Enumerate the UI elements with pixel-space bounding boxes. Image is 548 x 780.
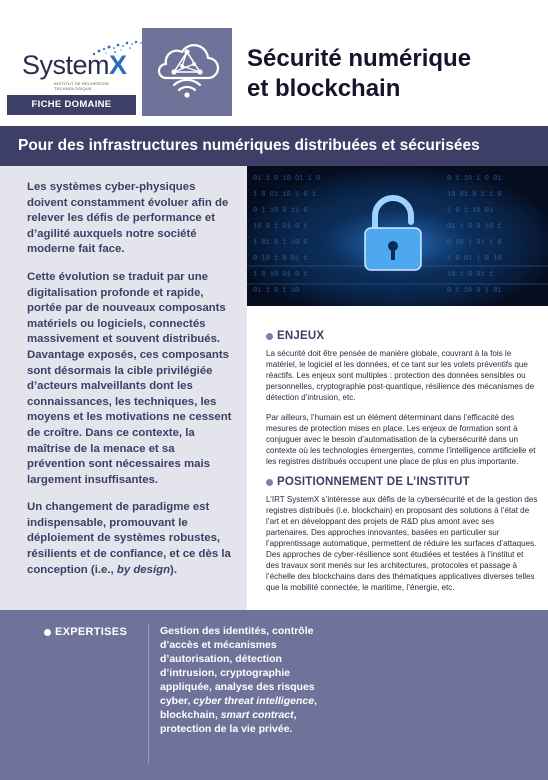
enjeux-heading: ENJEUX <box>266 330 538 342</box>
intro-paragraph-1: Les systèmes cyber-physiques doivent constamment évoluer afin de relever les défis de performance et d’agilité auxquels notre société moderne fait face. <box>27 181 229 256</box>
svg-text:0 1 10 1 0 01: 0 1 10 1 0 01 <box>447 175 502 183</box>
positionnement-heading: POSITIONNEMENT DE L’INSTITUT <box>266 476 538 488</box>
content-column <box>266 330 538 602</box>
expertises-divider <box>148 624 149 764</box>
intro-paragraph-3: Un changement de paradigme est indispensable, promouvant le déploiement de systèmes robustes, résilients et de confiance, et ce dès la conception (i.e., by design). <box>27 501 231 576</box>
intro-column <box>0 166 247 610</box>
page-title <box>247 44 471 104</box>
svg-text:0 10 1 01 1 0: 0 10 1 01 1 0 <box>447 239 502 247</box>
bullet-icon <box>44 629 51 636</box>
svg-text:1 01 0 1 10 0: 1 01 0 1 10 0 <box>253 239 308 247</box>
svg-text:1 0 10 01 0 1: 1 0 10 01 0 1 <box>253 271 308 279</box>
svg-text:01 1 0 10 01 1 0: 01 1 0 10 01 1 0 <box>253 175 321 183</box>
fiche-domaine-label: FICHE DOMAINE <box>7 95 136 115</box>
expertises-heading: EXPERTISES <box>44 626 127 638</box>
svg-text:0 1 10 0 1 01: 0 1 10 0 1 01 <box>447 287 502 295</box>
title-line-1: Sécurité numérique <box>247 45 472 72</box>
svg-text:0 1 10 0 11 0: 0 1 10 0 11 0 <box>253 207 308 215</box>
svg-text:10 01 0 1 1 0: 10 01 0 1 1 0 <box>447 191 502 199</box>
svg-text:1 0 1 10 01: 1 0 1 10 01 <box>447 207 494 215</box>
enjeux-paragraph-2: Par ailleurs, l’humain est un élément déterminant dans l’efficacité des mesures de protection mises en place. Les enjeux de formation sont à conjuguer avec le besoin d’automatisation de la cybersécurité dans un contexte où les technologies émergentes, comme l’intelligence artificielle et les registres distribués occupent une place de plus en plus importante. <box>266 413 536 466</box>
expertises-text: Gestion des identités, contrôle d’accès et mécanismes d’autorisation, détection d’intrusion, cryptographie appliquée, analyse des risques cyber, cyber threat intelligence, blockchain, smart contract, protection de la vie privée. <box>160 625 317 735</box>
subtitle-banner: Pour des infrastructures numériques distribuées et sécurisées <box>0 126 548 166</box>
positionnement-paragraph: L’IRT SystemX s’intéresse aux défis de la cybersécurité et de la gestion des registres distribués (i.e. blockchain) en proposant des solutions à l’état de l’art et en développant des projets de R&D plus amont avec ses partenaires. Des approches innovantes, basées en particulier sur l’apprentissage automatique, permettent de réduire les surfaces d’attaques. Des approches de cyber-résilience sont étudiées et testées à l’institut et des travaux sont menés sur les architectures, protocoles et passage à l’échelle des blockchains dans des thématiques applicatives diverses telles que la mobilité connectée, le maritime, l’énergie, etc. <box>266 495 538 592</box>
svg-text:10 0 1 01 0 1: 10 0 1 01 0 1 <box>253 223 308 231</box>
cloud-network-wifi-icon <box>142 28 232 116</box>
padlock-digital-image <box>247 166 548 306</box>
systemx-logo <box>22 38 132 91</box>
intro-paragraph-2: Cette évolution se traduit par une digitalisation profonde et rapide, portée par de nouveaux composants matériels ou logiciels, connectés massivement et souvent distribués. Davantage exposés, ces composants sont désormais la cible privilégiée d’acteurs malveillants dont les connaissances, les techniques, les moyens et les motivations ne cessent de croître. Dans ce contexte, la maîtrise de la menace et sa prévention sont nécessaires mais largement insuffisantes. <box>27 270 232 486</box>
bullet-icon <box>266 333 273 340</box>
svg-text:01 1 0 0 10 1: 01 1 0 0 10 1 <box>447 223 502 231</box>
logo-subtitle: INSTITUT DE RECHERCHE TECHNOLOGIQUE <box>54 81 110 91</box>
padlock-digital-icon <box>247 166 548 306</box>
logo-wordmark: SystemX <box>22 50 127 80</box>
bullet-icon <box>266 479 273 486</box>
title-line-2: et blockchain <box>247 75 401 102</box>
svg-text:1 0 01 10 1 0 1: 1 0 01 10 1 0 1 <box>253 191 317 199</box>
svg-text:1 0 01 1 0 10: 1 0 01 1 0 10 <box>447 255 502 263</box>
svg-text:10 1 0 01 1: 10 1 0 01 1 <box>447 271 494 279</box>
expertises-footer <box>0 610 548 780</box>
svg-text:01 1 0 1 10: 01 1 0 1 10 <box>253 287 300 295</box>
enjeux-paragraph-1: La sécurité doit être pensée de manière globale, couvrant à la fois le matériel, le logiciel et les données, et ce tant sur les volets préventifs que réactifs. Les enjeux sont multiples : protection des données sensibles ou personnelles, cryptographie post-quantique, résilience des mécanismes de détection d’intrusion, etc. <box>266 349 535 402</box>
svg-text:0 10 1 0 01 1: 0 10 1 0 01 1 <box>253 255 308 263</box>
